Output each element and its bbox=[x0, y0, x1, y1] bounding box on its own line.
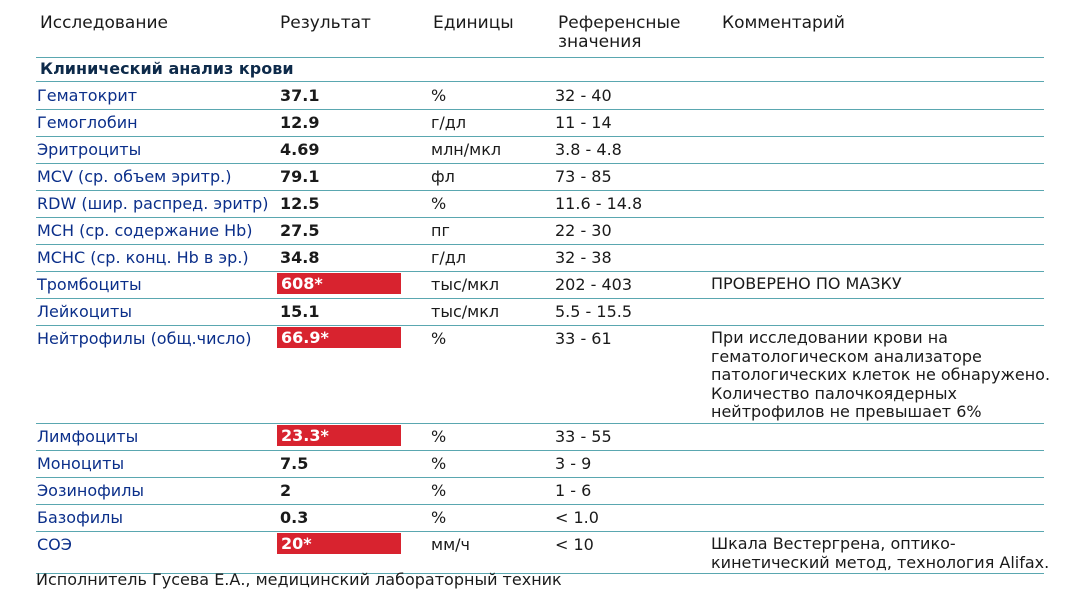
table-row bbox=[0, 477, 1080, 504]
table-row bbox=[0, 244, 1080, 271]
section-title: Клинический анализ крови bbox=[40, 59, 294, 78]
test-name: Базофилы bbox=[37, 508, 124, 527]
reference-range: < 10 bbox=[555, 535, 594, 554]
table-row bbox=[0, 109, 1080, 136]
table-row bbox=[0, 217, 1080, 244]
reference-range: 5.5 - 15.5 bbox=[555, 302, 633, 321]
result-value: 27.5 bbox=[280, 221, 320, 240]
result-value: 12.9 bbox=[280, 113, 320, 132]
reference-range: 73 - 85 bbox=[555, 167, 612, 186]
table-row bbox=[0, 450, 1080, 477]
reference-range: 22 - 30 bbox=[555, 221, 612, 240]
reference-range: 11.6 - 14.8 bbox=[555, 194, 643, 213]
reference-range: < 1.0 bbox=[555, 508, 599, 527]
table-header bbox=[0, 14, 1080, 58]
table-row bbox=[0, 423, 1080, 450]
header-reference-line2: значения bbox=[558, 32, 642, 52]
unit: % bbox=[431, 329, 447, 348]
header-reference bbox=[558, 14, 680, 52]
result-value: 15.1 bbox=[280, 302, 320, 321]
unit: г/дл bbox=[431, 113, 467, 132]
unit: мм/ч bbox=[431, 535, 470, 554]
result-value: 37.1 bbox=[280, 86, 320, 105]
header-comment: Комментарий bbox=[722, 13, 845, 33]
test-name: Эритроциты bbox=[37, 140, 142, 159]
test-name: Эозинофилы bbox=[37, 481, 145, 500]
table-row bbox=[0, 504, 1080, 531]
table-row bbox=[0, 136, 1080, 163]
unit: тыс/мкл bbox=[431, 302, 500, 321]
table-row bbox=[0, 163, 1080, 190]
reference-range: 32 - 38 bbox=[555, 248, 612, 267]
result-value-flagged: 23.3* bbox=[277, 425, 401, 446]
test-name: Лимфоциты bbox=[37, 427, 139, 446]
test-name: СОЭ bbox=[37, 535, 72, 554]
test-name: RDW (шир. распред. эритр) bbox=[37, 194, 269, 213]
result-value: 7.5 bbox=[280, 454, 309, 473]
reference-range: 33 - 55 bbox=[555, 427, 612, 446]
comment: Шкала Вестергрена, оптико-кинетический метод, технология Alifax. bbox=[711, 534, 1050, 572]
unit: % bbox=[431, 194, 447, 213]
test-name: Нейтрофилы (общ.число) bbox=[37, 329, 252, 348]
result-value-flagged: 66.9* bbox=[277, 327, 401, 348]
header-units: Единицы bbox=[433, 13, 514, 33]
unit: % bbox=[431, 427, 447, 446]
table-row bbox=[0, 271, 1080, 298]
header-reference-line1: Референсные bbox=[558, 13, 681, 33]
result-value: 2 bbox=[280, 481, 292, 500]
unit: % bbox=[431, 508, 447, 527]
test-name: Гемоглобин bbox=[37, 113, 138, 132]
performer-note: Исполнитель Гусева Е.А., медицинский лабораторный техник bbox=[36, 570, 562, 589]
test-name: MCH (ср. содержание Hb) bbox=[37, 221, 253, 240]
table-row bbox=[0, 531, 1080, 573]
result-value: 12.5 bbox=[280, 194, 320, 213]
result-value-flagged: 608* bbox=[277, 273, 401, 294]
result-value: 4.69 bbox=[280, 140, 320, 159]
unit: фл bbox=[431, 167, 455, 186]
unit: тыс/мкл bbox=[431, 275, 500, 294]
table-row bbox=[0, 82, 1080, 109]
unit: % bbox=[431, 454, 447, 473]
unit: % bbox=[431, 481, 447, 500]
reference-range: 1 - 6 bbox=[555, 481, 592, 500]
test-name: Тромбоциты bbox=[37, 275, 142, 294]
comment: ПРОВЕРЕНО ПО МАЗКУ bbox=[711, 274, 902, 293]
test-name: Моноциты bbox=[37, 454, 125, 473]
header-result: Результат bbox=[280, 13, 371, 33]
table-row bbox=[0, 190, 1080, 217]
unit: % bbox=[431, 86, 447, 105]
reference-range: 3 - 9 bbox=[555, 454, 592, 473]
test-name: MCV (ср. объем эритр.) bbox=[37, 167, 232, 186]
header-investigation: Исследование bbox=[40, 13, 168, 33]
unit: пг bbox=[431, 221, 450, 240]
unit: млн/мкл bbox=[431, 140, 502, 159]
result-value: 0.3 bbox=[280, 508, 309, 527]
result-value: 34.8 bbox=[280, 248, 320, 267]
comment: При исследовании крови на гематологическом анализаторе патологических клеток не обнаружено. Количество палочкоядерных нейтрофилов не превышает 6% bbox=[711, 328, 1051, 421]
unit: г/дл bbox=[431, 248, 467, 267]
reference-range: 3.8 - 4.8 bbox=[555, 140, 622, 159]
reference-range: 202 - 403 bbox=[555, 275, 633, 294]
result-value-flagged: 20* bbox=[277, 533, 401, 554]
reference-range: 32 - 40 bbox=[555, 86, 612, 105]
test-name: Лейкоциты bbox=[37, 302, 132, 321]
result-value: 79.1 bbox=[280, 167, 320, 186]
divider bbox=[36, 57, 1044, 58]
table-row bbox=[0, 325, 1080, 423]
table-row bbox=[0, 298, 1080, 325]
test-name: MCHC (ср. конц. Hb в эр.) bbox=[37, 248, 249, 267]
reference-range: 11 - 14 bbox=[555, 113, 612, 132]
test-name: Гематокрит bbox=[37, 86, 138, 105]
reference-range: 33 - 61 bbox=[555, 329, 612, 348]
